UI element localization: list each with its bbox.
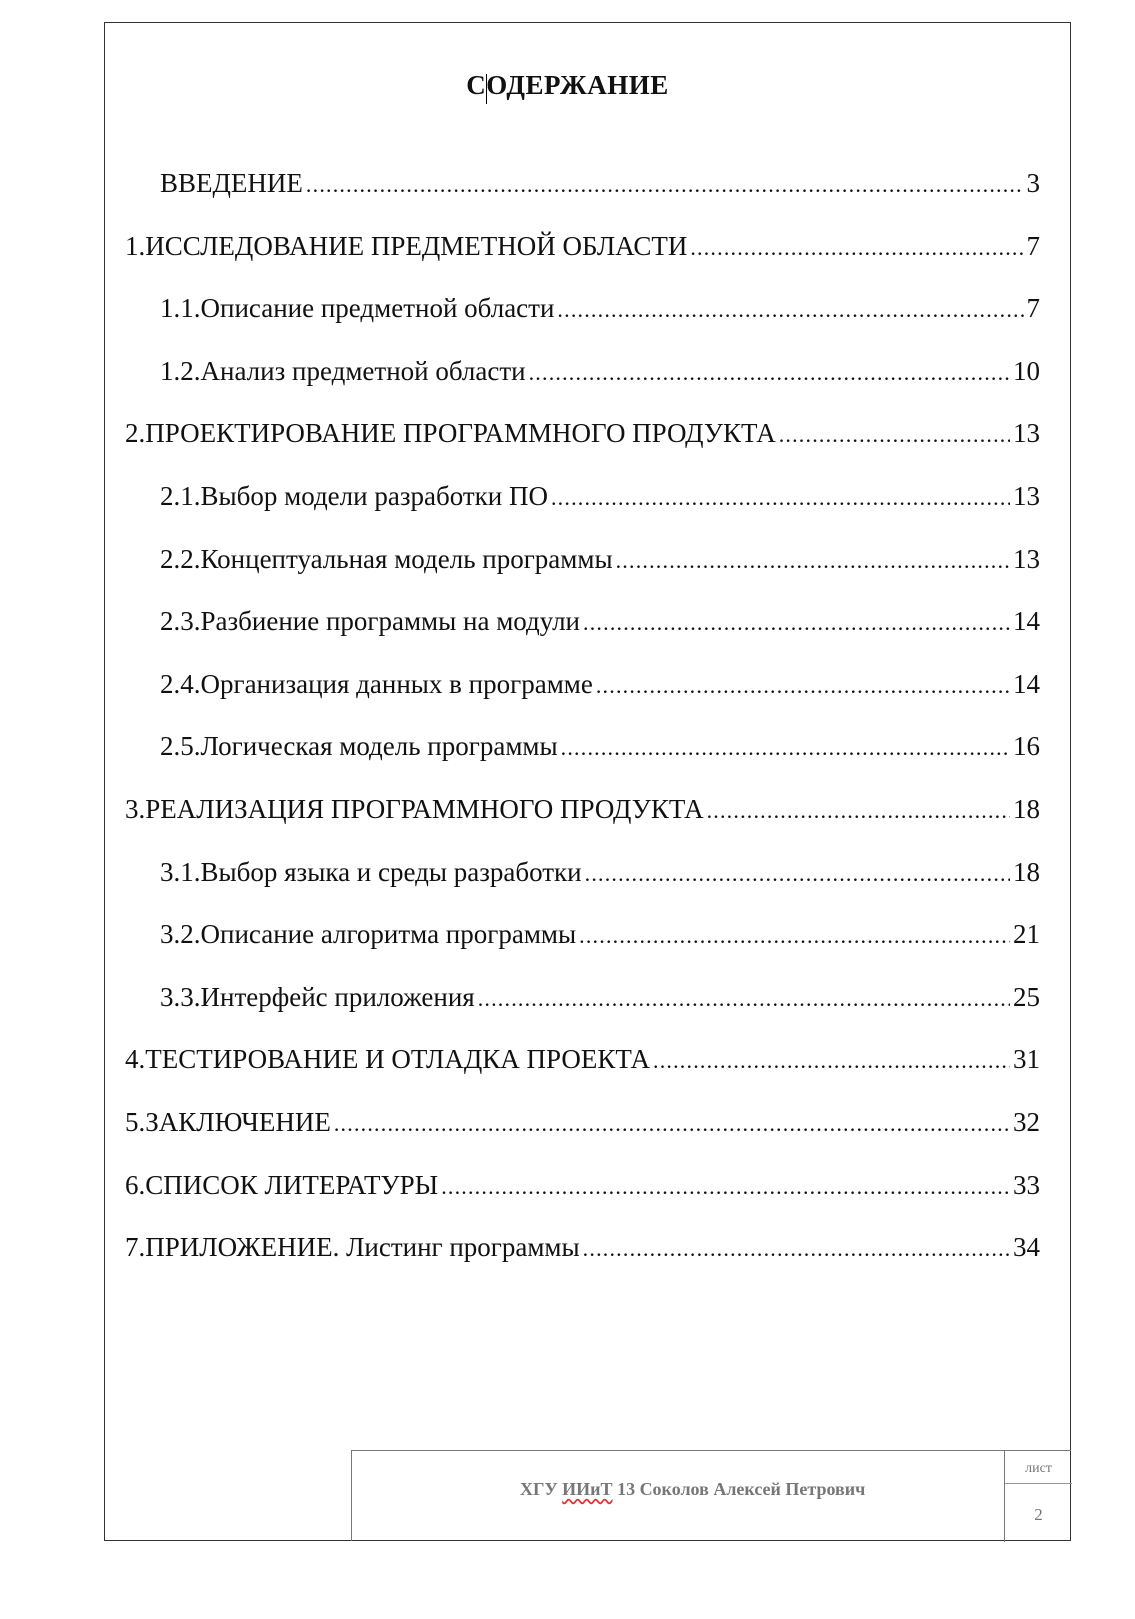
- toc-entry-number: 3.2.: [160, 919, 201, 949]
- toc-dot-leader: [653, 1046, 1010, 1076]
- toc-entry-label: ИССЛЕДОВАНИЕ ПРЕДМЕТНОЙ ОБЛАСТИ: [145, 231, 688, 261]
- stamp-author-line: [520, 1479, 865, 1500]
- toc-entry-label: Описание алгоритма программы: [200, 919, 577, 949]
- toc-entry-number: 2.: [125, 418, 146, 448]
- toc-entry: [160, 356, 1040, 386]
- toc-dot-leader: [306, 170, 1024, 200]
- toc-entry: [125, 1232, 1040, 1262]
- toc-entry-number: 2.3.: [160, 606, 201, 636]
- toc-dot-leader: [585, 859, 1010, 889]
- stamp-org-marked: ИИиТ: [562, 1479, 613, 1499]
- toc-entry-page: 13: [1013, 418, 1040, 448]
- toc-entry-page: 32: [1013, 1107, 1040, 1137]
- toc-entry-number: 5.: [125, 1107, 146, 1137]
- stamp-org-suffix: 13 Соколов Алексей Петрович: [617, 1479, 866, 1499]
- toc-title: СОДЕРЖАНИЕ: [466, 70, 669, 100]
- toc-entry-number: 7.: [125, 1232, 146, 1262]
- toc-entry-number: 3.: [125, 794, 146, 824]
- toc-entry-page: 33: [1013, 1170, 1040, 1200]
- toc-entry-number: 1.: [125, 231, 146, 261]
- toc-dot-leader: [441, 1172, 1010, 1202]
- toc-entry-label: РЕАЛИЗАЦИЯ ПРОГРАММНОГО ПРОДУКТА: [145, 794, 704, 824]
- toc-entry-label: Концептуальная модель программы: [200, 544, 613, 574]
- sheet-label: лист: [1025, 1461, 1052, 1476]
- toc-entry-page: 18: [1013, 857, 1040, 887]
- toc-entry: [125, 1170, 1040, 1200]
- toc-entry-number: 2.5.: [160, 731, 201, 761]
- toc-entry: [125, 1107, 1040, 1137]
- toc-dot-leader: [583, 608, 1010, 638]
- toc-entry-page: 10: [1013, 356, 1040, 386]
- toc-dot-leader: [596, 671, 1010, 701]
- toc-entry: [160, 857, 1040, 887]
- toc-entry-label: ПРОЕКТИРОВАНИЕ ПРОГРАММНОГО ПРОДУКТА: [145, 418, 776, 448]
- toc-entry-number: 3.1.: [160, 857, 201, 887]
- toc-entry-number: 4.: [125, 1044, 146, 1074]
- toc-entry-number: 2.2.: [160, 544, 201, 574]
- toc-entry-page: 25: [1013, 982, 1040, 1012]
- toc-entry-page: 21: [1013, 919, 1040, 949]
- toc-entry-label: Организация данных в программе: [200, 669, 593, 699]
- toc-entry-label: Выбор модели разработки ПО: [200, 481, 548, 511]
- toc-entry: [125, 231, 1040, 261]
- toc-dot-leader: [529, 358, 1010, 388]
- toc-entry: [125, 794, 1040, 824]
- toc-entry-label: Анализ предметной области: [200, 356, 526, 386]
- toc-entry: [160, 669, 1040, 699]
- toc-entry-label: ПРИЛОЖЕНИЕ. Листинг программы: [145, 1232, 580, 1262]
- toc-entry-page: 31: [1013, 1044, 1040, 1074]
- toc-entry-page: 3: [1026, 168, 1040, 198]
- toc-entry-page: 13: [1013, 544, 1040, 574]
- toc-entry: [160, 293, 1040, 323]
- toc-entry: [160, 168, 1040, 198]
- sheet-number: 2: [1034, 1505, 1043, 1524]
- toc-entry-number: 3.3.: [160, 982, 201, 1012]
- toc-dot-leader: [579, 921, 1010, 951]
- toc-entry: [160, 481, 1040, 511]
- toc-entry: [125, 418, 1040, 448]
- sheet-cell: [1004, 1451, 1072, 1542]
- title-block-stamp: [351, 1450, 1071, 1541]
- toc-entry-label: Логическая модель программы: [200, 731, 558, 761]
- toc-entry: [160, 731, 1040, 761]
- toc-entry: [160, 919, 1040, 949]
- toc-entry-page: 14: [1013, 669, 1040, 699]
- toc-entry-label: Разбиение программы на модули: [200, 606, 581, 636]
- toc-dot-leader: [561, 733, 1010, 763]
- toc-entry-label: ТЕСТИРОВАНИЕ И ОТЛАДКА ПРОЕКТА: [145, 1044, 650, 1074]
- toc-entry-label: ЗАКЛЮЧЕНИЕ: [145, 1107, 331, 1137]
- toc-entry-page: 13: [1013, 481, 1040, 511]
- toc-dot-leader: [334, 1109, 1010, 1139]
- toc-entry: [160, 606, 1040, 636]
- sheet-divider: [1005, 1483, 1072, 1484]
- toc-entry-page: 16: [1013, 731, 1040, 761]
- toc-entry-number: 1.1.: [160, 293, 201, 323]
- toc-entry-label: Выбор языка и среды разработки: [200, 857, 582, 887]
- toc-dot-leader: [583, 1234, 1010, 1264]
- toc-dot-leader: [478, 984, 1010, 1014]
- toc-dot-leader: [707, 796, 1010, 826]
- toc-entry-label: Описание предметной области: [200, 293, 555, 323]
- toc-dot-leader: [690, 233, 1023, 263]
- toc-entry-page: 18: [1013, 794, 1040, 824]
- toc-dot-leader: [557, 295, 1023, 325]
- toc-entry-number: 2.1.: [160, 481, 201, 511]
- toc-entry: [160, 544, 1040, 574]
- toc-dot-leader: [779, 420, 1010, 450]
- toc-entry-page: 7: [1026, 231, 1040, 261]
- toc-entry-page: 14: [1013, 606, 1040, 636]
- toc-entry-number: 2.4.: [160, 669, 201, 699]
- toc-entry-label: Интерфейс приложения: [200, 982, 475, 1012]
- toc-entry: [125, 1044, 1040, 1074]
- toc-entry-number: 6.: [125, 1170, 146, 1200]
- toc-dot-leader: [616, 546, 1010, 576]
- toc-dot-leader: [551, 483, 1010, 513]
- stamp-org-prefix: ХГУ: [520, 1479, 558, 1499]
- toc-entry-label: СПИСОК ЛИТЕРАТУРЫ: [145, 1170, 439, 1200]
- toc-entry: [160, 982, 1040, 1012]
- toc-entry-page: 7: [1026, 293, 1040, 323]
- toc-entry-number: 1.2.: [160, 356, 201, 386]
- toc-entry-label: ВВЕДЕНИЕ: [160, 168, 303, 198]
- toc-entry-page: 34: [1013, 1232, 1040, 1262]
